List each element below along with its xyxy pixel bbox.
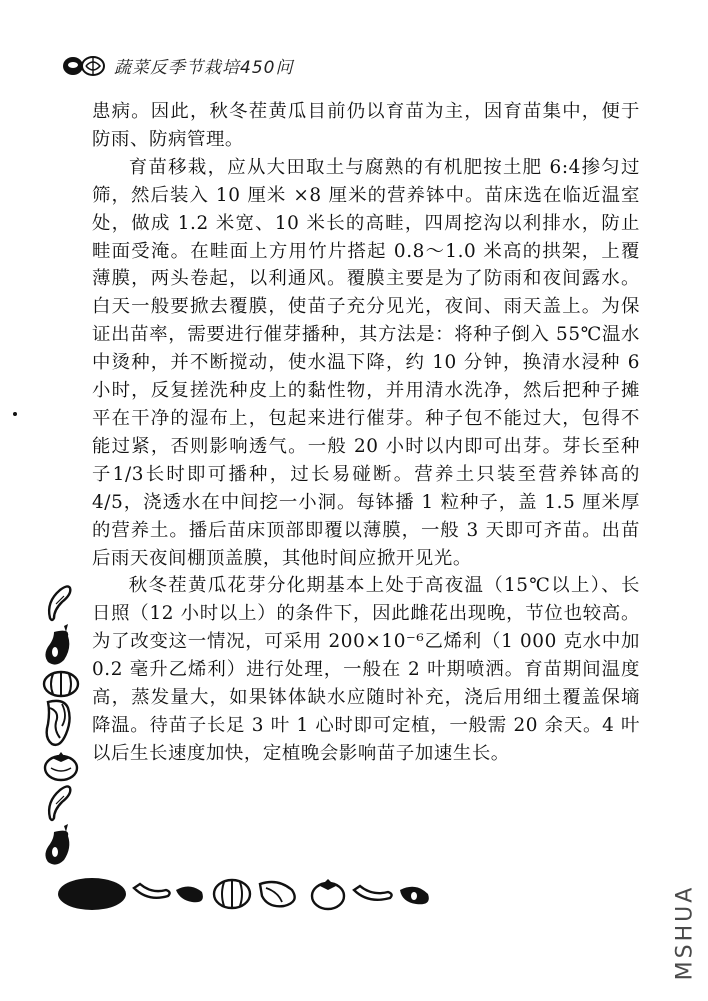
paragraph-seedling-transplant: 育苗移栽，应从大田取土与腐熟的有机肥按土肥 6:4掺匀过筛，然后装入 10 厘米 ×8 厘米的营养钵中。苗床选在临近温室处，做成 1.2 米宽、10 米长的高畦，四周挖沟以利排水，防止畦面受淹。在畦面上方用竹片搭起 0.8～1.0 米高的拱架，上覆薄膜，两头卷起，以利通风。覆膜主要是为了防雨和夜间露水。白天一般要掀去覆膜，使苗子充分见光，夜间、雨天盖上。为保证出苗率，需要进行催芽播种，其方法是：将种子倒入 55℃温水中烫种，并不断搅动，使水温下降，约 10 分钟，换清水浸种 6 小时，反复搓洗种皮上的黏性物，并用清水洗净，然后把种子摊平在干净的湿布上，包起来进行催芽。种子包不能过大，包得不能过紧，否则影响透气。一般 20 小时以内即可出芽。芽长至种子1/3长时即可播种，过长易碰断。营养土只装至营养钵高的4/5，浇透水在中间挖一小洞。每钵播 1 粒种子，盖 1.5 厘米厚的营养土。播后苗床顶部即覆以薄膜，一般 3 天即可齐苗。出苗后雨天夜间棚顶盖膜，其他时间应掀开见光。 bbox=[92, 156, 640, 569]
vegetable-logo-icon bbox=[62, 52, 106, 78]
stray-mark bbox=[13, 412, 17, 416]
page-body bbox=[92, 98, 640, 768]
watermark-text: MSHUA bbox=[672, 884, 698, 981]
book-title: 蔬菜反季节栽培450问 bbox=[114, 57, 294, 78]
vegetable-strip-icon bbox=[56, 868, 446, 918]
cabbage-icon bbox=[42, 698, 76, 750]
running-header bbox=[62, 50, 293, 80]
cucumber-icon bbox=[42, 582, 76, 622]
eggplant-icon bbox=[42, 622, 76, 668]
tomato-icon bbox=[42, 750, 80, 782]
pumpkin-icon bbox=[42, 668, 80, 698]
cucumber-icon bbox=[42, 782, 76, 822]
eggplant-icon bbox=[42, 822, 76, 868]
watermark bbox=[670, 880, 700, 985]
side-vegetable-icons bbox=[42, 582, 82, 868]
paragraph-continued: 患病。因此，秋冬茬黄瓜目前仍以育苗为主，因育苗集中，便于防雨、防病管理。 bbox=[92, 101, 640, 150]
paragraph-flower-differentiation: 秋冬茬黄瓜花芽分化期基本上处于高夜温（15℃以上）、长日照（12 小时以上）的条件下，因此雌花出现晚，节位也较高。为了改变这一情况，可采用 200×10⁻⁶乙烯利（1 000 克水中加 0.2 毫升乙烯利）进行处理，一般在 2 叶期喷洒。育苗期间温度高，蒸发量大，如果钵体缺水应随时补充，浇后用细土覆盖保墒降温。待苗子长足 3 叶 1 心时即可定植，一般需 20 余天。4 叶以后生长速度加快，定植晚会影响苗子加速生长。 bbox=[92, 575, 640, 764]
